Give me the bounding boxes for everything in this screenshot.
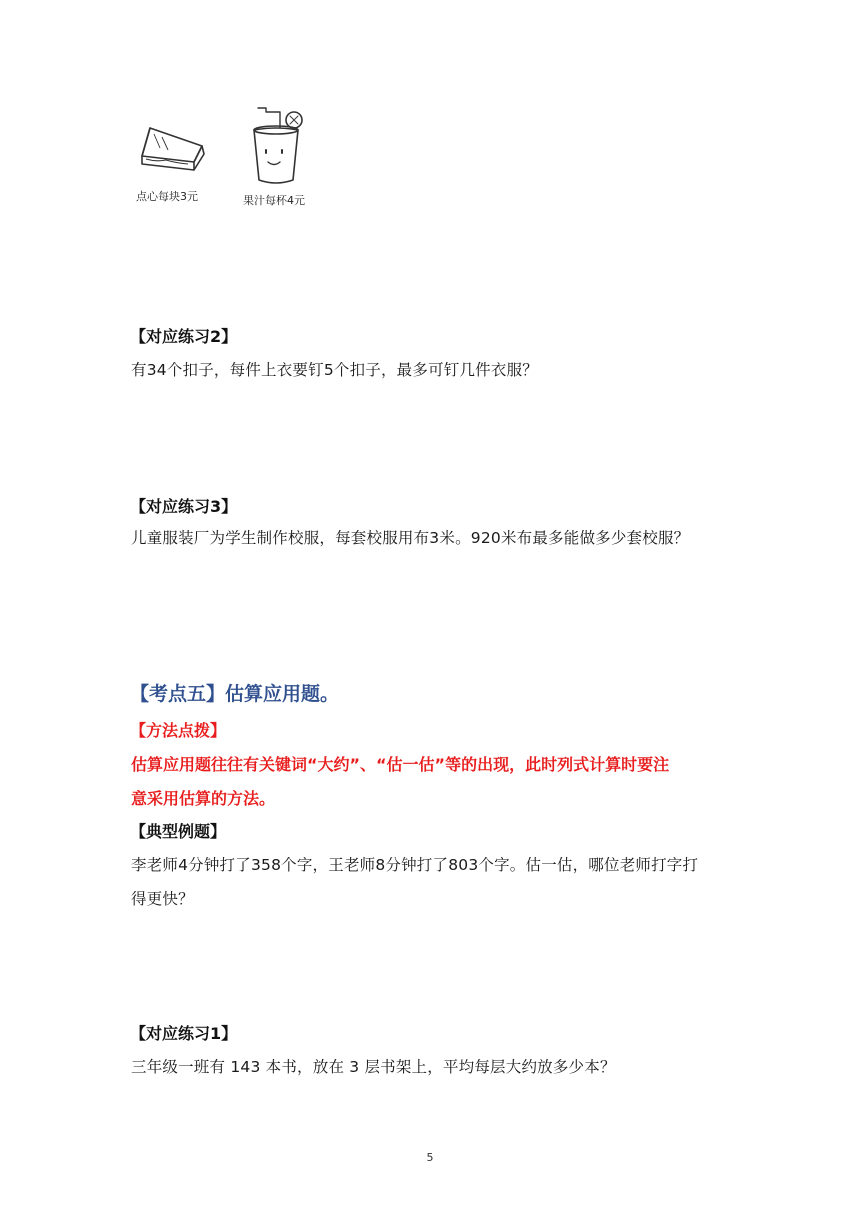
sandwich-icon xyxy=(132,118,212,190)
practice3-heading: 【对应练习3】 xyxy=(130,497,238,516)
example-line-1: 李老师4分钟打了358个字，王老师8分钟打了803个字。估一估，哪位老师打字打 xyxy=(131,856,699,874)
method-heading: 【方法点拨】 xyxy=(130,721,227,740)
juice-illustration xyxy=(246,106,310,190)
practice1-heading: 【对应练习1】 xyxy=(130,1024,238,1043)
juice-caption: 果汁每杯4元 xyxy=(243,194,305,207)
juice-cup-icon xyxy=(246,106,310,190)
section5-title: 【考点五】估算应用题。 xyxy=(130,683,340,705)
practice2-heading: 【对应练习2】 xyxy=(130,327,238,346)
page-number: 5 xyxy=(426,1151,434,1164)
example-line-2: 得更快？ xyxy=(131,890,194,908)
method-line-2: 意采用估算的方法。 xyxy=(131,789,276,808)
method-line-1: 估算应用题往往有关键词“大约”、“估一估”等的出现，此时列式计算时要注 xyxy=(131,755,670,774)
example-heading: 【典型例题】 xyxy=(130,822,227,841)
practice1-text: 三年级一班有 143 本书，放在 3 层书架上，平均每层大约放多少本？ xyxy=(131,1058,616,1076)
snack-illustration xyxy=(132,118,212,190)
practice2-text: 有34个扣子，每件上衣要钉5个扣子，最多可钉几件衣服？ xyxy=(131,361,538,379)
practice3-text: 儿童服装厂为学生制作校服，每套校服用布3米。920米布最多能做多少套校服？ xyxy=(131,529,690,547)
snack-caption: 点心每块3元 xyxy=(136,190,198,203)
